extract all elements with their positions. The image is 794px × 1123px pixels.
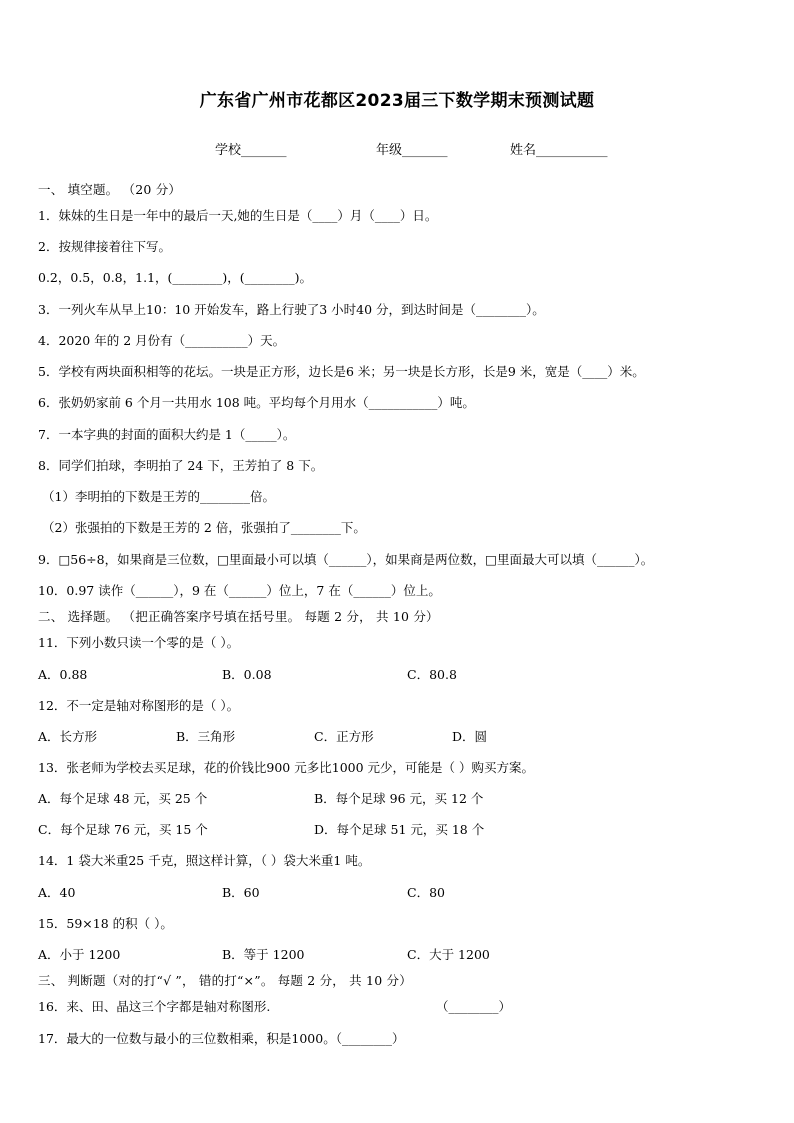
section-choice-heading: 二、 选择题。 （把正确答案序号填在括号里。 每题 2 分， 共 10 分） [38,609,439,624]
name-field: 姓名___________ [510,143,608,158]
question-14-option-b: B．60 [222,885,260,900]
question-12: 12．不一定是轴对称图形的是（ ）。 [38,698,240,713]
question-8-part-1: （1）李明拍的下数是王芳的________倍。 [42,489,275,504]
question-4: 4．2020 年的 2 月份有（__________）天。 [38,333,286,348]
question-2: 2．按规律接着往下写。 [38,239,171,254]
question-13-option-d: D．每个足球 51 元，买 18 个 [314,822,485,837]
question-5: 5．学校有两块面积相等的花坛。一块是正方形，边长是6 米；另一块是长方形，长是9 米，宽是（____）米。 [38,364,645,379]
question-2-sequence: 0.2，0.5，0.8，1.1，(________)，(________)。 [38,270,313,285]
question-14: 14．1 袋大米重25 千克，照这样计算，（ ）袋大米重1 吨。 [38,853,371,868]
page-title: 广东省广州市花都区2023届三下数学期末预测试题 [199,91,595,111]
question-8: 8．同学们拍球，李明拍了 24 下，王芳拍了 8 下。 [38,458,324,473]
question-14-option-c: C．80 [407,885,445,900]
section-fill-blank-heading: 一、 填空题。 （20 分） [38,182,182,197]
question-15-option-a: A．小于 1200 [38,947,121,962]
question-16-answer-blank: （________） [436,999,512,1014]
question-10: 10．0.97 读作（______），9 在（______）位上，7 在（______）位上。 [38,583,441,598]
question-11-option-a: A．0.88 [38,667,88,682]
question-13-option-b: B．每个足球 96 元，买 12 个 [314,791,484,806]
question-13-option-a: A．每个足球 48 元，买 25 个 [38,791,208,806]
question-1: 1．妹妹的生日是一年中的最后一天,她的生日是（____）月（____）日。 [38,208,438,223]
section-judge-heading: 三、 判断题（对的打“√ ”， 错的打“×”。 每题 2 分， 共 10 分） [38,973,412,988]
question-15-option-c: C．大于 1200 [407,947,490,962]
question-13: 13．张老师为学校去买足球，花的价钱比900 元多比1000 元少，可能是（ ）购买方案。 [38,760,534,775]
question-13-option-c: C．每个足球 76 元，买 15 个 [38,822,208,837]
question-11-option-b: B．0.08 [222,667,272,682]
question-12-option-c: C．正方形 [314,729,374,744]
question-6: 6．张奶奶家前 6 个月一共用水 108 吨。平均每个月用水（___________）吨。 [38,395,475,410]
question-15-option-b: B．等于 1200 [222,947,305,962]
question-9: 9．□56÷8，如果商是三位数，□里面最小可以填（______），如果商是两位数，□里面最大可以填（______）。 [38,552,654,567]
question-12-option-a: A．长方形 [38,729,98,744]
question-8-part-2: （2）张强拍的下数是王芳的 2 倍，张强拍了________下。 [42,520,366,535]
question-7: 7．一本字典的封面的面积大约是 1（_____）。 [38,427,296,442]
question-17: 17．最大的一位数与最小的三位数相乘，积是1000。（________） [38,1031,405,1046]
question-12-option-b: B．三角形 [176,729,236,744]
question-11: 11．下列小数只读一个零的是（ ）。 [38,635,240,650]
question-12-option-d: D．圆 [452,729,488,744]
question-14-option-a: A．40 [38,885,76,900]
school-field: 学校_______ [215,143,287,158]
question-15: 15．59×18 的积（ ）。 [38,916,173,931]
question-3: 3．一列火车从早上10：10 开始发车，路上行驶了3 小时40 分，到达时间是（________）。 [38,302,545,317]
grade-field: 年级_______ [376,143,448,158]
question-11-option-c: C．80.8 [407,667,457,682]
question-16: 16．来、田、晶这三个字都是轴对称图形. [38,999,271,1014]
